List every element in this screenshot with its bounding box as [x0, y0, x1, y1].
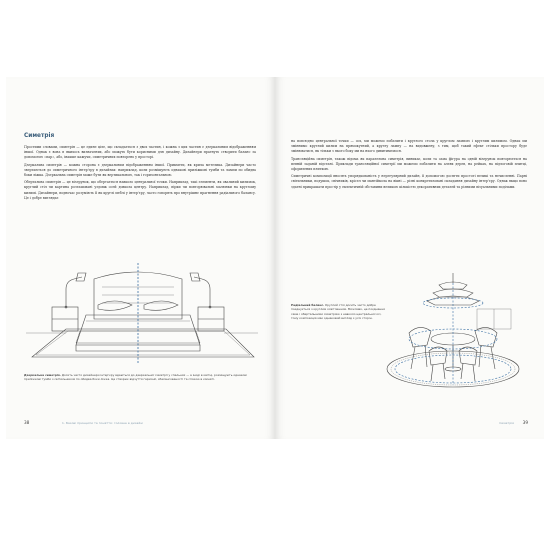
left-page [6, 77, 275, 439]
figure-caption-left [24, 373, 256, 382]
page-number-left: 38 [24, 420, 30, 425]
page-number-right: 39 [522, 420, 528, 425]
mirror-symmetry-paragraph: Дзеркальна симетрія — кожна сторона є дзеркальним відображенням іншої. Прикмети, як крила метелика. Дизайнери часто звертаються до симетричного інтер'єру в дизайнах: наприклад, коли розміщують однакові приліжкові тумби та лампи по обидва боки ліжка. Дзеркальна симетрія може бути як вертикальною, так і горизонтальною. [24, 162, 256, 178]
caption-title: Радіальний баланс. [291, 303, 325, 307]
decorative-paragraph: Симетричні композиції вносять упорядкованість у нерегулярний дизайн, її допомогою досягти простоті великі та нечисленні. Парні світильники, подушок, свічників, крісел чи мантійкола на вікні — різні конкретизовані складання дизайну інтер'єру. Однак якщо воно здатні прикрашати простір у еклектичній обставини великою кількістю декоративних деталей та різними візуальними поділами. [291, 174, 527, 189]
section-heading: Симетрія [24, 133, 55, 139]
body-text-right [291, 139, 527, 190]
running-footer-right: Симетрія [499, 421, 514, 425]
dining-illustration [373, 273, 533, 393]
bedroom-illustration [26, 259, 258, 371]
rotational-symmetry-paragraph: Обертальна симетрія — це візерунок, що обертається навколо центральної точки. Наприклад, такі елементи, як овальний килимок, круглий стіл чи картина розташовані уздовж осей довкола центру. Наприклад, пірки чи повторювальні малюнки на круглому килимі. Дизайнери, водночас розуміють її як круглі меблі у інтер'єру, часто говорять про внутрішнє прагнення радіального балансу. Це і добре виглядає [24, 180, 256, 200]
translational-symmetry-paragraph: Трансляційна симетрія, також відома як паралельна симетрія, виникає, коли та сама фігура на одній візерунок повторюється на певній заданій відстані. Приклади трансляційної симетрії ми можемо побачити на алеях дерев, на рейках, на підлоговій плитці, оформлених плиткою. [291, 156, 527, 172]
caption-title: Дзеркальна симетрія. [24, 373, 61, 377]
caption-text: Круглий стіл досить часто добре поєднується з круглим освітленням. Можливо, це поєднання саме і обертальними симетрією з навколо центральної осі, тому композиція має однаковий вигляд з усіх сторін. [291, 303, 385, 320]
book-spread [6, 77, 544, 439]
intro-paragraph: Простими словами, симетрія — це єдине ціле, що складається з двох частин, і кожна з цих частин є дзеркальним відображенням іншої. Однак є вона в якихось визначених, або можуть бути корисними для дизайну. Дизайнери прагнуть створити баланс за допомогою «пар», або, інакше кажучи, симетричних повторень у просторі. [24, 145, 256, 160]
continued-paragraph: на повсюдно центральної точки — ось, ми можемо побачити і круглого стола у круглом лампою і круглим килимом. Однак ми зміннимо круглий килим на прямокутний, а круглу лампу — на видовжену, з тим, щоб такий ефект стільки простору буде змінюватися, як тільки з якого боку ми на нього дивитимемося. [291, 139, 527, 154]
right-page [275, 77, 544, 439]
body-text-left [24, 145, 256, 201]
caption-text: Досить часто дизайнери інтер'єру вдаються до дзеркальної симетрії у спальнях — а іноді в квітці, розміщують однакові приліжкові тумби з світильником по обидва боки ліжка. Це створює відчуття гармонії, збалансованості та спокою в кімнаті. [24, 373, 247, 382]
running-footer-left: 1. Базові принципи та поняття: головне в дизайні [62, 421, 144, 425]
